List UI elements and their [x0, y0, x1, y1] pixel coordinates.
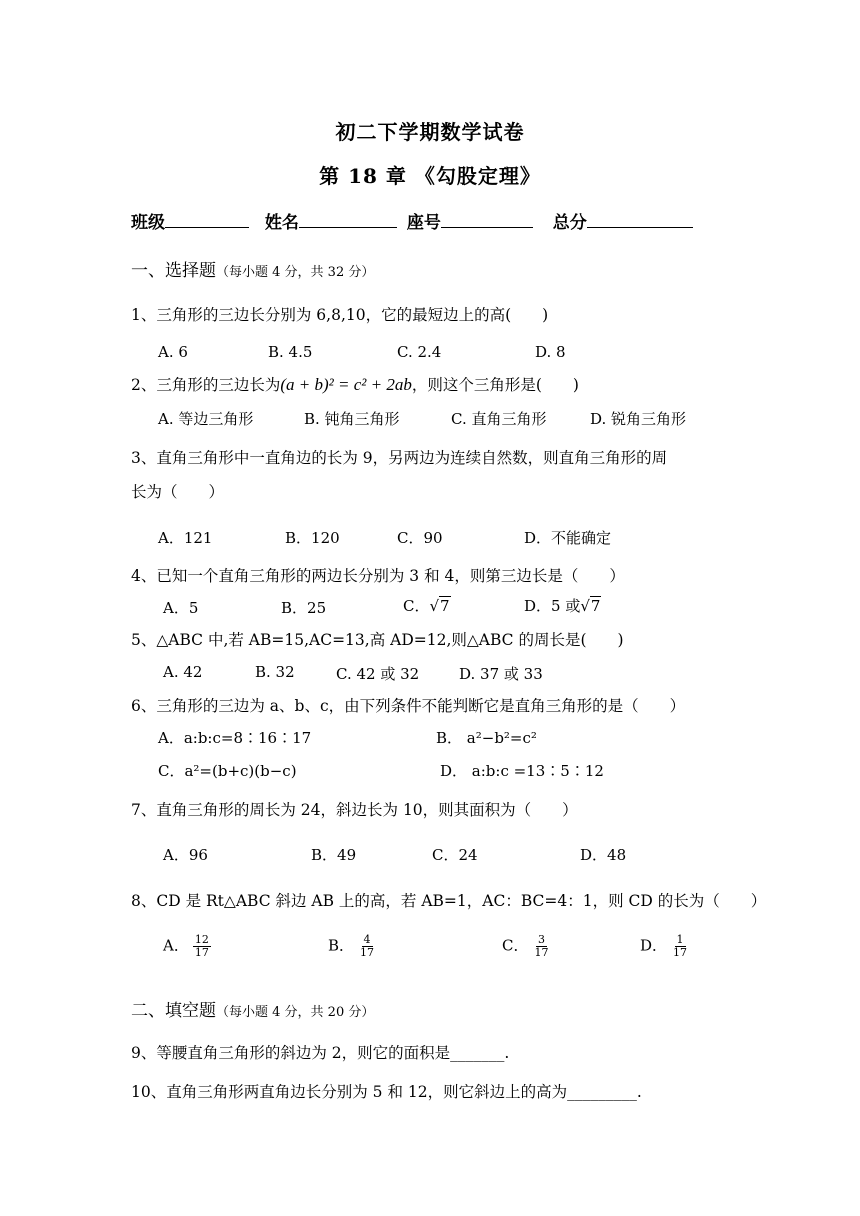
- q4-option-d: [524, 595, 601, 616]
- q1-option-b: B. 4.5: [268, 343, 313, 361]
- q1-option-a: A. 6: [158, 343, 188, 361]
- q8-text: 8、CD 是 Rt△ABC 斜边 AB 上的高，若 AB=1，AC：BC=4：1，则 CD 的长为（ ）: [131, 892, 767, 910]
- section2-note: （每小题 4 分，共 20 分）: [216, 1005, 375, 1020]
- q6-option-c: C．a²=(b+c)(b−c): [158, 762, 297, 780]
- section1-note: （每小题 4 分，共 32 分）: [216, 265, 375, 280]
- q8-option-c-fraction: [532, 934, 550, 959]
- section2-title: 二、填空题: [131, 1001, 216, 1021]
- q9-text: 9、等腰直角三角形的斜边为 2，则它的面积是_______.: [131, 1044, 510, 1062]
- section1-heading: [131, 256, 374, 281]
- q8-option-d-den: 17: [673, 946, 688, 960]
- q8-option-a-num: 12: [194, 933, 209, 946]
- q3-line1: 3、直角三角形中一直角边的长为 9，另两边为连续自然数，则直角三角形的周: [131, 449, 668, 467]
- q3-option-b: B．120: [285, 529, 340, 547]
- q5-option-d: D. 37 或 33: [459, 665, 543, 683]
- q8-option-b-label: B．: [328, 936, 355, 955]
- q7-option-b: B．49: [311, 846, 357, 864]
- q3-option-d: D．不能确定: [524, 529, 612, 547]
- q8-option-d-num: 1: [676, 933, 684, 946]
- q7-option-d: D．48: [580, 846, 627, 864]
- q5-option-c: C. 42 或 32: [336, 665, 420, 683]
- q1-text: 1、三角形的三边长分别为 6,8,10，它的最短边上的高( ): [131, 306, 549, 324]
- score-blank[interactable]: [587, 213, 693, 228]
- q2-prefix: 2、三角形的三边长为: [131, 376, 281, 394]
- q2-formula: (a + b)² = c² + 2ab: [280, 375, 412, 394]
- q1-option-d: D. 8: [535, 343, 566, 361]
- q2-option-b: B. 钝角三角形: [304, 410, 400, 428]
- q8-option-c: [502, 934, 550, 959]
- q8-option-d: [640, 934, 689, 959]
- q8-option-d-fraction: [671, 934, 689, 959]
- seat-blank[interactable]: [441, 213, 533, 228]
- class-label: 班级: [131, 213, 165, 233]
- q10-text: 10、直角三角形两直角边长分别为 5 和 12，则它斜边上的高为_________.: [131, 1083, 642, 1101]
- q4-option-c-label: C．: [403, 597, 430, 615]
- q5-option-a: A. 42: [163, 663, 203, 681]
- class-blank[interactable]: [165, 213, 249, 228]
- q3-option-c: C．90: [397, 529, 443, 547]
- q7-option-c: C．24: [432, 846, 478, 864]
- seat-label: 座号: [406, 213, 441, 233]
- q2-option-d: D. 锐角三角形: [590, 410, 687, 428]
- section2-heading: [131, 996, 374, 1021]
- q4-option-c-sqrt: √7: [429, 597, 450, 615]
- q4-option-d-radicand: 7: [590, 597, 601, 615]
- q8-option-a-den: 17: [194, 946, 209, 960]
- q5-option-b: B. 32: [255, 663, 295, 681]
- q3-option-a: A．121: [158, 529, 213, 547]
- name-label: 姓名: [264, 213, 299, 233]
- q1-option-c: C. 2.4: [397, 343, 442, 361]
- q4-option-b: B．25: [281, 599, 327, 617]
- q7-option-a: A．96: [163, 846, 208, 864]
- q2-option-a: A. 等边三角形: [158, 410, 254, 428]
- q4-option-d-sqrt: √7: [580, 597, 601, 615]
- q8-option-c-num: 3: [537, 933, 545, 946]
- info-fields: [131, 208, 693, 233]
- q7-text: 7、直角三角形的周长为 24，斜边长为 10，则其面积为（ ）: [131, 801, 578, 819]
- page-title: 初二下学期数学试卷: [335, 120, 525, 144]
- q8-option-b-den: 17: [360, 946, 375, 960]
- q4-option-c-radicand: 7: [440, 597, 450, 615]
- q8-option-b: [328, 934, 376, 959]
- section1-title: 一、选择题: [131, 261, 216, 281]
- q8-option-a-fraction: [193, 934, 211, 959]
- q8-option-d-label: D．: [640, 936, 668, 955]
- q8-option-c-den: 17: [534, 946, 549, 960]
- q2-text: [131, 373, 579, 395]
- q4-text: 4、已知一个直角三角形的两边长分别为 3 和 4，则第三边长是（ ）: [131, 567, 625, 585]
- q3-line2: 长为（ ）: [131, 483, 225, 501]
- score-label: 总分: [552, 213, 587, 233]
- q8-option-a: [163, 934, 211, 959]
- q8-option-b-fraction: [358, 934, 376, 959]
- chapter-subtitle: 第 18 章 《勾股定理》: [319, 164, 541, 188]
- q6-option-d: D． a:b:c =13∶5∶12: [440, 762, 604, 780]
- q5-text: 5、△ABC 中,若 AB=15,AC=13,高 AD=12,则△ABC 的周长是( ): [131, 631, 624, 649]
- q2-option-c: C. 直角三角形: [451, 410, 547, 428]
- q8-option-a-label: A．: [163, 936, 189, 955]
- q6-option-a: A．a:b:c=8∶16∶17: [158, 729, 312, 747]
- q4-option-a: A．5: [163, 599, 199, 617]
- q2-suffix: ，则这个三角形是( ): [411, 376, 579, 394]
- q4-option-d-label: D．5 或: [524, 597, 581, 615]
- q6-option-b: B． a²−b²=c²: [436, 729, 537, 747]
- q6-text: 6、三角形的三边为 a、b、c，由下列条件不能判断它是直角三角形的是（ ）: [131, 697, 686, 715]
- name-blank[interactable]: [299, 213, 397, 228]
- q8-option-c-label: C．: [502, 936, 529, 955]
- q4-option-c: [403, 595, 451, 616]
- q8-option-b-num: 4: [363, 933, 371, 946]
